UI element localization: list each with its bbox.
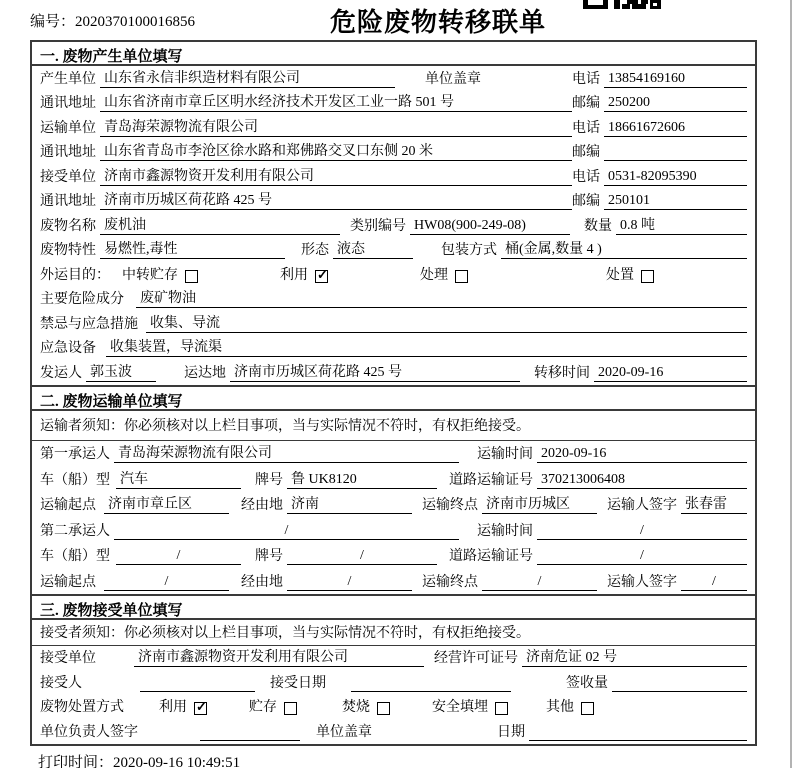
plate-number-2-value: / [287,547,437,565]
row-receiver-unit [32,164,755,189]
print-time-value: 2020-09-16 10:49:51 [113,755,241,768]
producer-address-value: 山东省济南市章丘区明水经济技术开发区工业一路 501 号 [100,94,572,112]
transporter-notice-label: 运输者须知： [40,419,124,434]
postcode-label: 邮编 [572,194,600,209]
route-via-value: 济南 [287,496,412,514]
receiver-address-value: 济南市历城区荷花路 425 号 [100,192,572,210]
disposal-incinerate-label: 焚烧 [342,700,370,715]
emergency-equipment-label: 应急设备 [40,341,96,356]
carrier-signature-label: 运输人签字 [607,498,677,513]
row-vehicle-type-2 [32,543,755,569]
row-shipper [32,360,755,385]
disposal-landfill-checkbox [495,702,508,715]
row-waste-name [32,213,755,238]
purpose-treat-checkbox [455,270,468,283]
form-state-label: 形态 [301,243,329,258]
producer-postcode-value: 250200 [604,94,747,112]
row-responsible-signature [32,719,755,744]
responsible-signature-value [200,724,300,741]
disposal-utilize-label: 利用 [159,700,187,715]
transporter-address-value: 山东省青岛市李沧区徐水路和郑佛路交叉口东侧 20 米 [100,143,572,161]
purpose-dispose-checkbox [641,270,654,283]
receiver-postcode-value: 250101 [604,192,747,210]
route-origin-2-value: / [104,573,229,591]
transporter-unit-value: 青岛海荣源物流有限公司 [100,119,572,137]
destination-value: 济南市历城区荷花路 425 号 [230,364,520,382]
vehicle-type-label: 车（船）型 [40,472,110,488]
route-end-label: 运输终点 [422,574,478,590]
plate-number-label: 牌号 [255,472,283,488]
producer-unit-label: 产生单位 [40,71,96,87]
purpose-transfer-storage-label: 中转贮存 [122,267,178,283]
print-time-label: 打印时间： [38,755,114,768]
transporter-notice-text: 你必须核对以上栏目事项，当与实际情况不符时，有权拒绝接受。 [124,419,530,434]
emergency-equipment-value: 收集装置，导流渠 [106,339,747,357]
phone-label: 电话 [572,71,600,87]
road-permit-2-value: / [537,547,747,565]
unit-seal-label: 单位盖章 [425,71,481,87]
route-origin-label: 运输起点 [40,574,96,590]
route-end-value: 济南市历城区 [482,496,597,514]
second-carrier-label: 第二承运人 [40,523,110,539]
row-route-1 [32,492,755,518]
phone-label: 电话 [572,120,600,136]
route-origin-value: 济南市章丘区 [104,496,229,514]
receiver-notice-label: 接受者须知： [40,626,124,641]
road-permit-label: 道路运输证号 [449,549,533,564]
receiver-notice-text: 你必须核对以上栏目事项，当与实际情况不符时，有权拒绝接受。 [124,626,530,641]
purpose-utilize-label: 利用 [280,267,308,283]
second-carrier-value: / [114,522,459,540]
disposal-other-label: 其他 [546,700,574,715]
road-permit-label: 道路运输证号 [449,472,533,488]
first-carrier-value: 青岛海荣源物流有限公司 [114,445,459,463]
receive-date-label: 接受日期 [270,675,326,691]
row-second-carrier [32,517,755,543]
row-receiver-person [32,670,755,695]
waste-property-label: 废物特性 [40,243,96,258]
packaging-label: 包装方式 [441,243,497,258]
date-value [529,724,747,741]
row-emergency-equipment [32,336,755,361]
doc-number-value: 2020370100016856 [75,14,196,30]
carrier-signature-label: 运输人签字 [607,574,677,590]
route-origin-label: 运输起点 [40,498,96,513]
row-outbound-purpose [32,262,755,287]
emergency-measures-value: 收集、导流 [146,315,747,333]
transporter-notice [32,411,755,441]
section-transporter [32,385,755,594]
emergency-measures-label: 禁忌与应急措施 [40,316,138,332]
vehicle-type-2-value: / [116,547,241,565]
first-carrier-label: 第一承运人 [40,447,110,462]
row-producer-unit [32,66,755,91]
quantity-value: 0.8 吨 [616,217,747,235]
page-edge-line [790,0,792,768]
receiver-phone-value: 0531-82095390 [604,168,747,186]
receiving-unit-value: 济南市鑫源物资开发利用有限公司 [134,649,424,667]
waste-name-value: 废机油 [100,217,340,235]
receiving-unit-label: 接受单位 [40,651,96,666]
row-vehicle-type-1 [32,466,755,492]
purpose-treat-label: 处理 [420,267,448,283]
print-time [38,751,240,768]
transporter-unit-label: 运输单位 [40,120,96,136]
route-via-label: 经由地 [241,574,283,590]
transport-time-label: 运输时间 [477,447,533,462]
packaging-value: 桶(金属,数量 4 ) [501,241,747,259]
section-receiver-header: 三. 废物接受单位填写 [32,596,755,620]
doc-number [30,10,195,31]
row-receiver-address [32,189,755,214]
transfer-form [30,40,757,746]
transporter-postcode-value [604,144,747,161]
section-receiver [32,594,755,744]
section-transporter-header: 二. 废物运输单位填写 [32,387,755,411]
transporter-phone-value: 18661672606 [604,119,747,137]
vehicle-type-label: 车（船）型 [40,549,110,564]
purpose-utilize-checkbox [315,266,328,283]
category-code-label: 类别编号 [350,218,406,234]
transport-time-label: 运输时间 [477,523,533,539]
row-transporter-unit [32,115,755,140]
receive-date-value [351,675,511,692]
date-label: 日期 [497,724,525,740]
carrier-signature-2-value: / [681,573,747,591]
receiver-notice [32,620,755,646]
postcode-label: 邮编 [572,145,600,160]
purpose-dispose-label: 处置 [606,267,634,283]
row-emergency-measures [32,311,755,336]
transfer-time-label: 转移时间 [534,365,590,381]
receiver-person-label: 接受人 [40,675,82,691]
phone-label: 电话 [572,169,600,185]
row-disposal-method [32,695,755,720]
category-code-value: HW08(900-249-08) [410,217,570,235]
address-label: 通讯地址 [40,96,96,111]
route-end-2-value: / [482,573,597,591]
section-producer [32,42,755,385]
unit-seal-label: 单位盖章 [316,724,372,740]
row-waste-property [32,238,755,263]
row-receiving-unit [32,646,755,671]
main-hazard-value: 废矿物油 [136,290,747,308]
shipper-value: 郭玉波 [86,364,156,382]
shipper-label: 发运人 [40,365,82,381]
destination-label: 运达地 [184,365,226,381]
check-mark: ✓ [196,699,207,714]
receiver-person-value [140,675,255,692]
purpose-transfer-storage-checkbox [185,270,198,283]
road-permit-value: 370213006408 [537,471,747,489]
check-mark: ✓ [317,266,328,282]
postcode-label: 邮编 [572,96,600,111]
address-label: 通讯地址 [40,145,96,160]
row-first-carrier [32,441,755,467]
waste-name-label: 废物名称 [40,218,96,234]
page-title: 危险废物转移联单 [330,8,547,37]
receiver-unit-value: 济南市鑫源物资开发利用有限公司 [100,168,572,186]
route-via-2-value: / [287,573,412,591]
route-via-label: 经由地 [241,498,283,513]
qr-code-fragment [583,0,661,9]
route-end-label: 运输终点 [422,498,478,513]
carrier-signature-value: 张春雷 [681,496,747,514]
section-producer-header: 一. 废物产生单位填写 [32,42,755,66]
main-hazard-label: 主要危险成分 [40,292,124,307]
producer-phone-value: 13854169160 [604,70,747,88]
responsible-signature-label: 单位负责人签字 [40,724,138,740]
disposal-other-checkbox [581,702,594,715]
producer-unit-value: 山东省永信非织造材料有限公司 [100,70,395,88]
disposal-incinerate-checkbox [377,702,390,715]
quantity-label: 数量 [584,218,612,234]
address-label: 通讯地址 [40,194,96,209]
receiver-unit-label: 接受单位 [40,169,96,185]
disposal-method-label: 废物处置方式 [40,700,124,715]
row-route-2 [32,568,755,594]
transport-time-value: 2020-09-16 [537,445,747,463]
transfer-time-value: 2020-09-16 [594,364,747,382]
signed-quantity-value [612,675,747,692]
vehicle-type-value: 汽车 [116,471,241,489]
plate-number-value: 鲁 UK8120 [287,471,437,489]
license-number-label: 经营许可证号 [434,651,518,666]
disposal-storage-checkbox [284,702,297,715]
signed-quantity-label: 签收量 [566,675,608,691]
waste-property-value: 易燃性,毒性 [100,241,285,259]
row-transporter-address [32,140,755,165]
plate-number-label: 牌号 [255,549,283,564]
doc-number-label: 编号： [30,14,76,30]
transport-time-2-value: / [537,522,747,540]
form-state-value: 液态 [333,241,413,259]
row-main-hazard [32,287,755,312]
disposal-landfill-label: 安全填埋 [432,700,488,715]
disposal-utilize-checkbox [194,699,207,715]
disposal-storage-label: 贮存 [249,700,277,715]
license-number-value: 济南危证 02 号 [522,649,747,667]
row-producer-address [32,91,755,116]
outbound-purpose-label: 外运目的： [40,267,110,283]
